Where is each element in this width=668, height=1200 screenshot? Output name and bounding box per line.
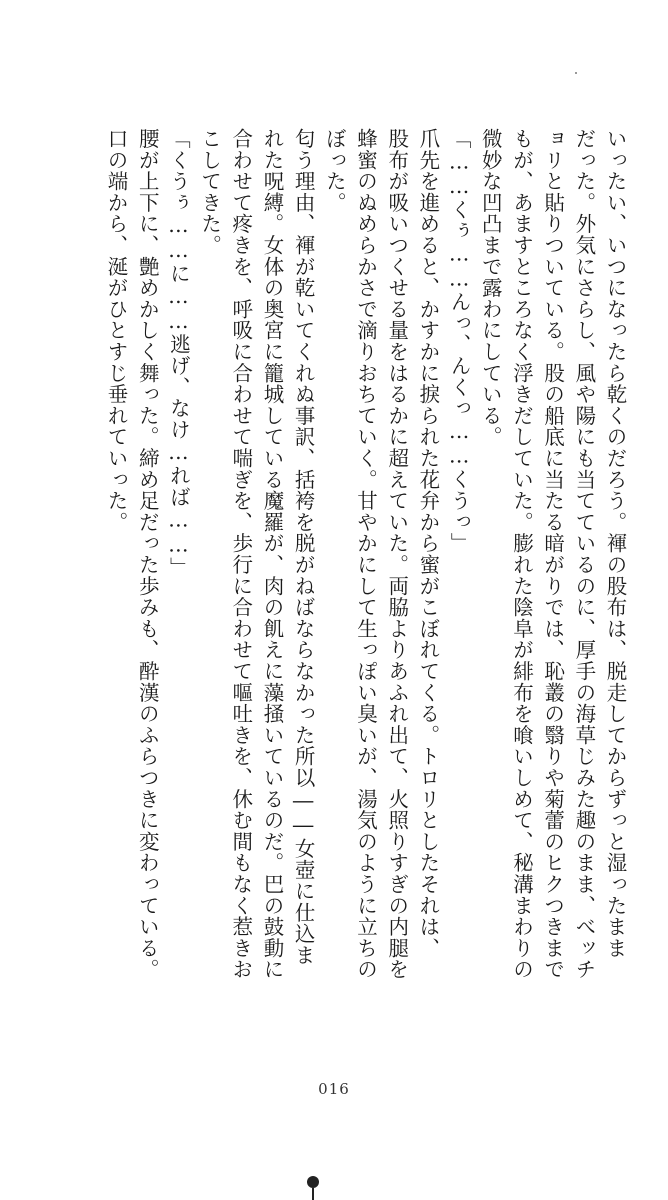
text-column: 匂う理由、褌が乾いてくれぬ事訳、括袴を脱がねばならなかった所以――女壺に仕込ま [291,128,316,966]
page-number: 016 [318,1080,350,1098]
text-column: 蜂蜜のぬめらかさで滴りおちていく。甘やかにして生っぽい臭いが、湯気のように立ちの [353,128,378,980]
text-column: もが、あますところなく浮きだしていた。膨れた陰阜が緋布を喰いしめて、秘溝まわりの [509,128,534,980]
text-column: いったい、いつになったら乾くのだろう。褌の股布は、脱走してからずっと湿ったまま [603,128,627,959]
dialogue-column: 「……くぅ……んっ、んくっ……くうっ」 [447,128,472,554]
text-column: 腰が上下に、艶めかしく舞った。締め足だった歩みも、酔漢のふらつきに変わっている。 [135,128,160,980]
text-column: こしてきた。 [197,128,222,256]
text-column: 爪先を進めると、かすかに捩られた花弁から蜜がこぼれてくる。トロリとしたそれは、 [415,128,440,959]
text-column: れた呪縛。女体の奥宮に籠城している魔羅が、肉の飢えに藻掻いているのだ。巴の鼓動に [259,128,284,980]
dialogue-column: 「くうぅ……に……逃げ、なけ…れば……」 [166,128,191,579]
text-column: 合わせて疼きを、呼吸に合わせて喘ぎを、歩行に合わせて嘔吐きを、休む間もなく惹きお [228,128,253,980]
text-column: ぼった。 [322,128,347,214]
corner-mark [575,72,577,74]
page-marker-stem [312,1188,314,1200]
text-column: ョリと貼りついている。股の船底に当たる暗がりでは、恥叢の翳りや菊蕾のヒクつきまで [540,128,565,980]
text-column: だった。外気にさらし、風や陽にも当てているのに、厚手の海草じみた趣のまま、べッチ [571,128,596,980]
text-column: 股布が吸いつくせる量をはるかに超えていた。両脇よりあふれ出て、火照りすぎの内腿を [384,128,409,980]
text-column: 微妙な凹凸まで露わにしている。 [478,128,503,448]
page-marker-dot [307,1176,319,1188]
text-column: 口の端から、涎がひとすじ垂れていった。 [104,128,128,533]
vertical-text-block [40,128,630,998]
